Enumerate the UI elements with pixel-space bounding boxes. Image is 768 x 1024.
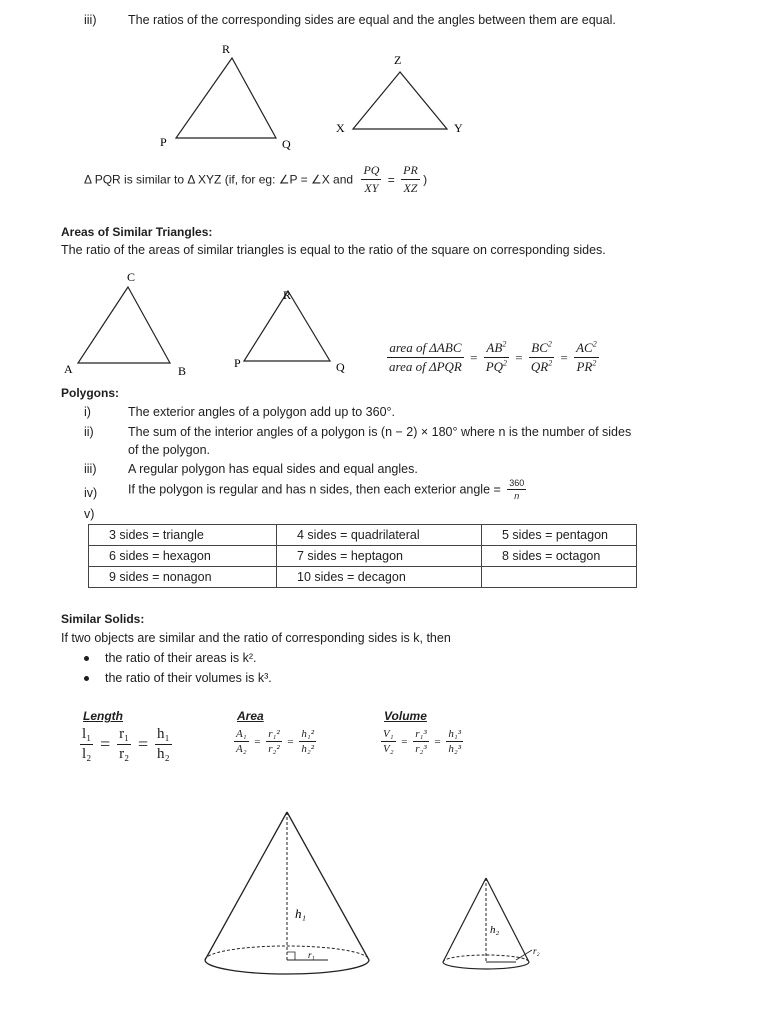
small-cone [443, 878, 540, 969]
bullet-text: the ratio of their areas is k². [105, 651, 257, 665]
fraction-denominator: r₂ [119, 746, 130, 762]
similar-cones-figure [190, 800, 570, 990]
table-row [89, 546, 637, 567]
area-ratio-formula [387, 340, 599, 375]
height-squared-fraction [299, 728, 316, 755]
radius-squared-fraction [266, 728, 281, 755]
fraction-numerator: r₁³ [415, 728, 427, 740]
bullet-areas [84, 651, 256, 665]
vertex-label-p: P [160, 135, 167, 149]
similar-solids-intro: If two objects are similar and the ratio of corresponding sides is k, then [61, 631, 451, 645]
fraction-numerator: h₁ [155, 726, 172, 745]
polygon-item-num: v) [84, 507, 95, 521]
height-label-h1: h₁ [295, 906, 307, 921]
polygon-names-table [88, 524, 637, 588]
polygon-item-num: iv) [84, 486, 98, 500]
vertex-label-x: X [336, 121, 345, 135]
table-cell: 8 sides = octagon [482, 546, 637, 567]
fraction-numerator: r₁ [117, 726, 131, 745]
equals-sign: = [387, 172, 395, 187]
fraction-pr-xz [401, 163, 420, 196]
polygon-item-text: If the polygon is regular and has n sides, then each exterior angle = [128, 482, 501, 497]
equals-sign: = [470, 349, 478, 365]
equals-sign: = [434, 735, 441, 748]
fraction-denominator: PR [576, 359, 593, 374]
vertex-label-y: Y [454, 121, 463, 135]
table-cell [482, 567, 637, 588]
length-fraction [80, 726, 93, 763]
polygon-item-text: The exterior angles of a polygon add up to 360°. [128, 405, 395, 419]
bullet-dot [84, 656, 89, 661]
large-cone [205, 812, 369, 974]
equals-sign: = [401, 735, 408, 748]
height-fraction [155, 726, 172, 763]
height-cubed-fraction [446, 728, 463, 755]
areas-text: The ratio of the areas of similar triangles is equal to the ratio of the square on corresponding sides. [61, 243, 606, 257]
fraction-denominator: V₂ [383, 743, 394, 755]
fraction-denominator: h₂ [156, 746, 170, 762]
similar-triangles-figure [150, 36, 480, 156]
fraction-denominator: A₂ [236, 743, 247, 755]
vertex-label-q: Q [282, 137, 291, 151]
ac-pr-squared-fraction [574, 340, 599, 375]
area-fraction [234, 728, 249, 755]
fraction-denominator: PQ [485, 359, 504, 374]
condition-iii-number: iii) [84, 13, 97, 27]
fraction-numerator: BC [531, 340, 548, 355]
vertex-label-a: A [64, 362, 73, 376]
polygon-item-num: iii) [84, 462, 97, 476]
radius-label-r2: r₂ [533, 946, 540, 956]
fraction-pq-xy [361, 163, 381, 196]
volume-label: Volume [384, 709, 427, 723]
equals-sign: = [254, 735, 261, 748]
vertex-label-c: C [127, 270, 136, 284]
similarity-statement [84, 163, 427, 196]
fraction-denominator: n [514, 491, 520, 501]
fraction-numerator: 360 [509, 478, 525, 488]
polygon-item-num: i) [84, 405, 91, 419]
statement-prefix: Δ PQR is similar to Δ XYZ (if, for eg: ∠P = ∠X and [84, 172, 354, 187]
area-fraction [387, 340, 464, 375]
exponent: 2 [503, 358, 508, 368]
triangle-abc [78, 287, 170, 363]
polygon-item-exterior [128, 478, 526, 501]
exponent: 2 [592, 358, 597, 368]
radius-label-r1: r₁ [308, 950, 315, 960]
vertex-label-r: R [283, 288, 292, 302]
fraction-numerator: V₁ [383, 728, 394, 740]
exponent: 2 [502, 339, 507, 349]
statement-suffix: ) [423, 172, 428, 187]
fraction-denominator: l₂ [82, 746, 92, 762]
exponent: 2 [548, 358, 553, 368]
volume-ratio-formula [381, 728, 463, 755]
fraction-denominator: r₂³ [415, 743, 427, 755]
fraction-numerator: r₁² [268, 728, 280, 740]
equals-sign: = [560, 349, 568, 365]
exponent: 2 [547, 339, 552, 349]
fraction-numerator: PR [401, 163, 420, 180]
table-cell: 6 sides = hexagon [89, 546, 277, 567]
fraction-denominator: h₂² [301, 743, 315, 755]
radius-fraction [117, 726, 131, 763]
bc-qr-squared-fraction [529, 340, 554, 375]
similar-solids-heading: Similar Solids: [61, 612, 145, 626]
height-label-h2: h₂ [490, 924, 500, 936]
equals-sign: = [100, 734, 111, 754]
equals-sign: = [515, 349, 523, 365]
area-label: Area [237, 709, 264, 723]
areas-heading: Areas of Similar Triangles: [61, 225, 213, 239]
equals-sign: = [287, 735, 294, 748]
fraction-numerator: PQ [361, 163, 381, 180]
length-ratio-formula [80, 726, 172, 763]
table-cell: 3 sides = triangle [89, 525, 277, 546]
polygons-heading: Polygons: [61, 386, 120, 400]
vertex-label-q: Q [336, 360, 345, 374]
polygon-item-num: ii) [84, 425, 94, 439]
fraction-numerator: AB [486, 340, 503, 355]
vertex-label-z: Z [394, 53, 402, 67]
fraction-numerator: h₁² [301, 728, 315, 740]
table-cell: 5 sides = pentagon [482, 525, 637, 546]
bullet-volumes [84, 671, 272, 685]
polygon-item-text: The sum of the interior angles of a polygon is (n − 2) × 180° where n is the number of sides [128, 425, 632, 439]
vertex-label-r: R [222, 42, 231, 56]
table-cell: 10 sides = decagon [277, 567, 482, 588]
polygon-item-text: A regular polygon has equal sides and equal angles. [128, 462, 418, 476]
fraction-denominator: QR [530, 359, 549, 374]
table-cell: 7 sides = heptagon [277, 546, 482, 567]
vertex-label-p: P [234, 356, 241, 370]
fraction-numerator: AC [576, 340, 593, 355]
triangle-pqr [176, 58, 276, 138]
volume-fraction [381, 728, 396, 755]
fraction-denominator: h₂³ [448, 743, 462, 755]
condition-iii-text: The ratios of the corresponding sides are equal and the angles between them are equal. [128, 13, 616, 27]
triangle-xyz [353, 72, 447, 129]
fraction-numerator: h₁³ [448, 728, 462, 740]
table-row [89, 525, 637, 546]
bullet-text: the ratio of their volumes is k³. [105, 671, 272, 685]
fraction-denominator: XY [364, 181, 379, 195]
vertex-label-b: B [178, 364, 187, 378]
ab-pq-squared-fraction [484, 340, 509, 375]
equals-sign: = [138, 734, 149, 754]
exterior-angle-fraction [507, 478, 526, 501]
fraction-denominator: XZ [403, 181, 418, 195]
exponent: 2 [592, 339, 597, 349]
fraction-numerator: A₁ [236, 728, 247, 740]
area-triangles-figure [60, 265, 360, 380]
fraction-numerator: l₁ [80, 726, 93, 745]
area-ratio-formula [234, 728, 316, 755]
fraction-denominator: r₂² [268, 743, 280, 755]
fraction-denominator: area of ΔPQR [389, 359, 462, 374]
table-cell: 4 sides = quadrilateral [277, 525, 482, 546]
table-cell: 9 sides = nonagon [89, 567, 277, 588]
bullet-dot [84, 676, 89, 681]
length-label: Length [83, 709, 123, 723]
polygon-item-text-continued: of the polygon. [128, 443, 211, 457]
fraction-numerator: area of ΔABC [387, 340, 464, 358]
table-row [89, 567, 637, 588]
radius-cubed-fraction [413, 728, 428, 755]
